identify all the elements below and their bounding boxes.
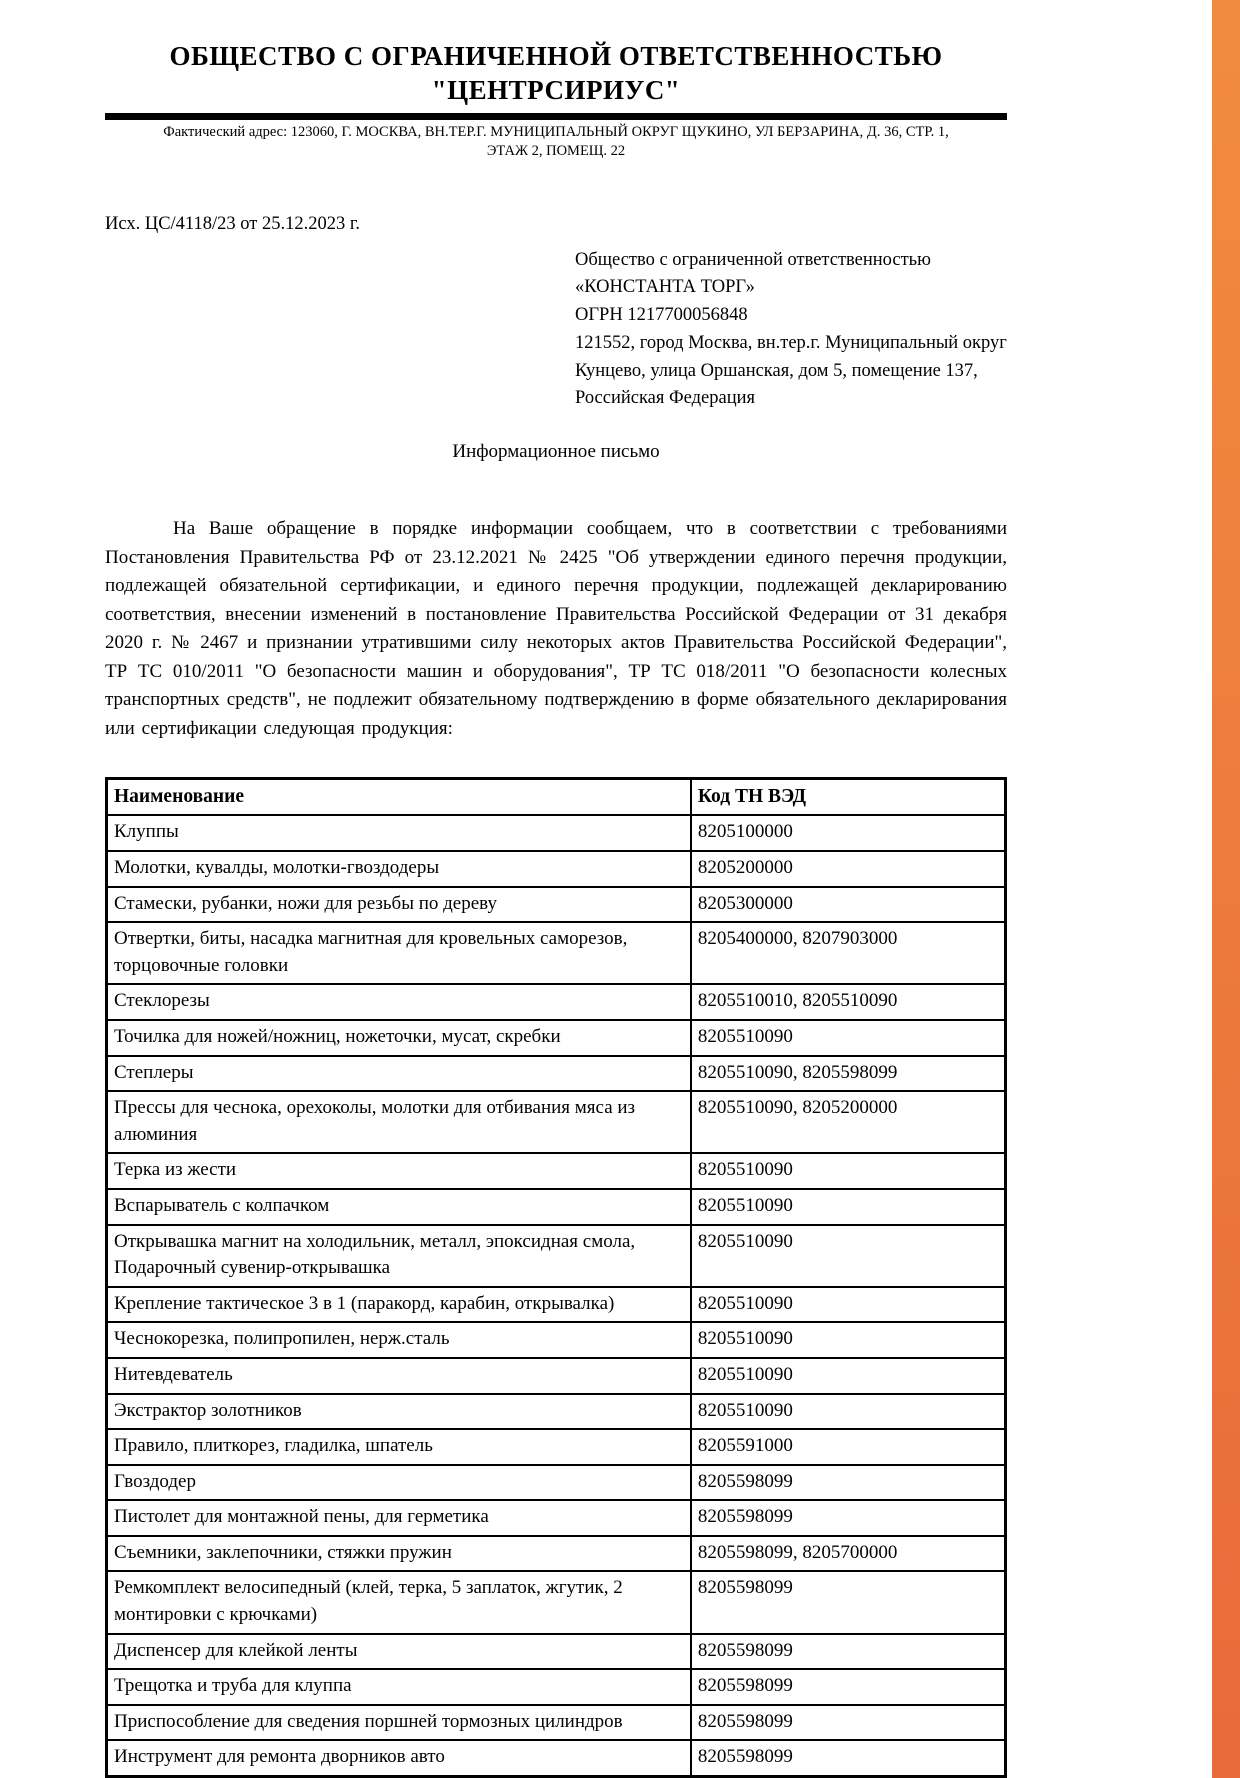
table-row	[107, 1705, 1006, 1741]
product-code-cell: 8205200000	[691, 851, 1006, 887]
table-row	[107, 1634, 1006, 1670]
product-code-cell: 8205598099	[691, 1465, 1006, 1501]
recipient-line: Общество с ограниченной ответственностью	[575, 249, 931, 270]
product-name-cell: Точилка для ножей/ножниц, ножеточки, мусат, скребки	[107, 1020, 691, 1056]
product-name-cell: Молотки, кувалды, молотки-гвоздодеры	[107, 851, 691, 887]
product-code-cell: 8205300000	[691, 887, 1006, 923]
product-name-cell: Стамески, рубанки, ножи для резьбы по дереву	[107, 887, 691, 923]
product-name-cell: Гвоздодер	[107, 1465, 691, 1501]
table-row	[107, 1740, 1006, 1776]
table-row	[107, 1056, 1006, 1092]
product-code-cell: 8205510090	[691, 1153, 1006, 1189]
product-name-cell: Отвертки, биты, насадка магнитная для кровельных саморезов, торцовочные головки	[107, 922, 691, 984]
org-address-line2: ЭТАЖ 2, ПОМЕЩ. 22	[486, 143, 626, 160]
product-code-cell: 8205598099	[691, 1500, 1006, 1536]
table-row	[107, 1669, 1006, 1705]
letter-content	[105, 0, 1007, 1778]
product-code-cell: 8205510090	[691, 1394, 1006, 1430]
product-code-cell: 8205400000, 8207903000	[691, 922, 1006, 984]
product-name-cell: Нитевдеватель	[107, 1358, 691, 1394]
product-code-cell: 8205510090	[691, 1189, 1006, 1225]
table-header-row	[107, 779, 1006, 816]
org-title-line2: "ЦЕНТРСИРИУС"	[431, 74, 681, 105]
product-code-cell: 8205510090	[691, 1358, 1006, 1394]
header-name-column: Наименование	[107, 779, 691, 816]
product-table-head	[107, 779, 1006, 816]
product-code-cell: 8205510090	[691, 1287, 1006, 1323]
recipient-line: ОГРН 1217700056848	[575, 305, 748, 326]
product-code-cell: 8205598099	[691, 1571, 1006, 1633]
product-code-cell: 8205510090	[691, 1225, 1006, 1287]
org-title-line1: ОБЩЕСТВО С ОГРАНИЧЕННОЙ ОТВЕТСТВЕННОСТЬЮ	[169, 41, 943, 71]
product-name-cell: Крепление тактическое 3 в 1 (паракорд, карабин, открывалка)	[107, 1287, 691, 1323]
table-row	[107, 1322, 1006, 1358]
header-code-column: Код ТН ВЭД	[691, 779, 1006, 816]
product-name-cell: Прессы для чеснока, орехоколы, молотки для отбивания мяса из алюминия	[107, 1091, 691, 1153]
product-name-cell: Открывашка магнит на холодильник, металл, эпоксидная смола, Подарочный сувенир-открывашка	[107, 1225, 691, 1287]
table-row	[107, 1020, 1006, 1056]
product-name-cell: Трещотка и труба для клуппа	[107, 1669, 691, 1705]
table-row	[107, 1536, 1006, 1572]
table-row	[107, 1394, 1006, 1430]
table-row	[107, 1091, 1006, 1153]
recipient-line: Российская Федерация	[575, 388, 756, 409]
table-row	[107, 1358, 1006, 1394]
product-code-cell: 8205510090	[691, 1020, 1006, 1056]
product-table	[105, 777, 1007, 1778]
product-name-cell: Правило, плиткорез, гладилка, шпатель	[107, 1429, 691, 1465]
product-code-cell: 8205598099	[691, 1669, 1006, 1705]
product-name-cell: Диспенсер для клейкой ленты	[107, 1634, 691, 1670]
product-name-cell: Съемники, заклепочники, стяжки пружин	[107, 1536, 691, 1572]
org-address	[105, 123, 1007, 162]
org-title	[105, 0, 1007, 108]
table-row	[107, 851, 1006, 887]
table-row	[107, 815, 1006, 851]
product-code-cell: 8205100000	[691, 815, 1006, 851]
product-code-cell: 8205510090, 8205598099	[691, 1056, 1006, 1092]
product-table-body	[107, 815, 1006, 1776]
accent-stripe	[1212, 0, 1240, 1778]
recipient-line: «КОНСТАНТА ТОРГ»	[575, 277, 755, 298]
product-name-cell: Стеклорезы	[107, 984, 691, 1020]
product-name-cell: Чеснокорезка, полипропилен, нерж.сталь	[107, 1322, 691, 1358]
table-row	[107, 984, 1006, 1020]
product-name-cell: Вспарыватель с колпачком	[107, 1189, 691, 1225]
table-row	[107, 1153, 1006, 1189]
product-name-cell: Приспособление для сведения поршней тормозных цилиндров	[107, 1705, 691, 1741]
product-code-cell: 8205598099	[691, 1740, 1006, 1776]
product-name-cell: Ремкомплект велосипедный (клей, терка, 5 заплаток, жгутик, 2 монтировки с крючками)	[107, 1571, 691, 1633]
product-name-cell: Экстрактор золотников	[107, 1394, 691, 1430]
product-code-cell: 8205510090, 8205200000	[691, 1091, 1006, 1153]
product-code-cell: 8205598099	[691, 1705, 1006, 1741]
table-row	[107, 887, 1006, 923]
product-code-cell: 8205598099, 8205700000	[691, 1536, 1006, 1572]
recipient-line: 121552, город Москва, вн.тер.г. Муниципальный округ	[575, 332, 1007, 353]
product-name-cell: Пистолет для монтажной пены, для герметика	[107, 1500, 691, 1536]
product-code-cell: 8205510090	[691, 1322, 1006, 1358]
table-row	[107, 1225, 1006, 1287]
product-code-cell: 8205510010, 8205510090	[691, 984, 1006, 1020]
outgoing-reference: Исх. ЦС/4118/23 от 25.12.2023 г.	[105, 213, 360, 234]
table-row	[107, 1500, 1006, 1536]
table-row	[107, 1571, 1006, 1633]
product-name-cell: Клуппы	[107, 815, 691, 851]
product-name-cell: Терка из жести	[107, 1153, 691, 1189]
recipient-block	[575, 247, 1007, 414]
letter-body-paragraph: На Ваше обращение в порядке информации сообщаем, что в соответствии с требованиями Постановления Правительства РФ от 23.12.2021 № 2425 "Об утверждении единого перечня продукции, подлежащей обязательной сертификации, и единого перечня продукции, подлежащей декларированию соответствия, внесении изменений в постановление Правительства Российской Федерации от 31 декабря 2020 г. № 2467 и признании утратившими силу некоторых актов Правительства Российской Федерации", ТР ТС 010/2011 "О безопасности машин и оборудования", ТР ТС 018/2011 "О безопасности колесных транспортных средств", не подлежит обязательному подтверждению в форме обязательного декларирования или сертификации следующая продукция:	[105, 518, 1007, 739]
product-code-cell: 8205591000	[691, 1429, 1006, 1465]
table-row	[107, 922, 1006, 984]
org-address-line1: Фактический адрес: 123060, Г. МОСКВА, ВН.ТЕР.Г. МУНИЦИПАЛЬНЫЙ ОКРУГ ЩУКИНО, УЛ БЕРЗАРИНА, Д. 36, СТР. 1,	[163, 123, 949, 140]
header-divider	[105, 113, 1007, 120]
product-code-cell: 8205598099	[691, 1634, 1006, 1670]
table-row	[107, 1189, 1006, 1225]
table-row	[107, 1429, 1006, 1465]
product-name-cell: Инструмент для ремонта дворников авто	[107, 1740, 691, 1776]
letter-title: Информационное письмо	[452, 441, 660, 463]
recipient-line: Кунцево, улица Оршанская, дом 5, помещение 137,	[575, 360, 978, 381]
table-row	[107, 1465, 1006, 1501]
product-name-cell: Степлеры	[107, 1056, 691, 1092]
table-row	[107, 1287, 1006, 1323]
